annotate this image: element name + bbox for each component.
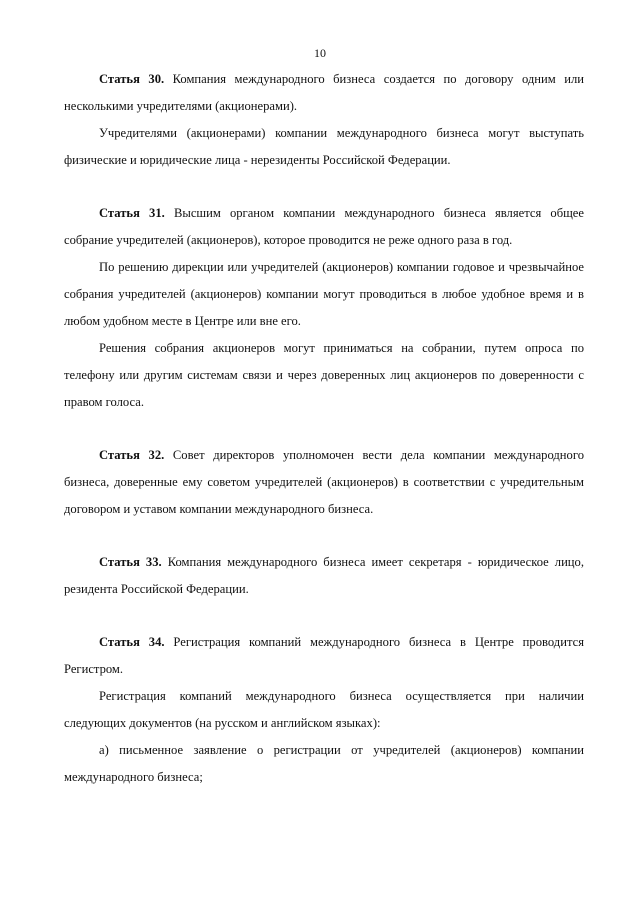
article-spacer bbox=[64, 416, 584, 442]
article-33 bbox=[64, 549, 584, 603]
article-30-label: Статья 30. bbox=[99, 72, 165, 86]
article-31-paragraph-2: По решению дирекции или учредителей (акционеров) компании годовое и чрезвычайное собрания учредителей (акционеров) компании могут проводиться в любое удобное время и в любом удобном месте в Центре или вне его. bbox=[64, 260, 584, 328]
article-33-paragraph-1 bbox=[64, 549, 584, 603]
article-33-label: Статья 33. bbox=[99, 555, 162, 569]
article-32-label: Статья 32. bbox=[99, 448, 165, 462]
article-34 bbox=[64, 629, 584, 791]
article-30-paragraph-2: Учредителями (акционерами) компании международного бизнеса могут выступать физические и юридические лица - нерезиденты Российской Федерации. bbox=[64, 126, 584, 167]
article-33-text: Компания международного бизнеса имеет секретаря - юридическое лицо, резидента Российской Федерации. bbox=[64, 555, 584, 596]
article-31 bbox=[64, 200, 584, 416]
article-31-paragraph-1 bbox=[64, 200, 584, 254]
article-34-label: Статья 34. bbox=[99, 635, 165, 649]
article-32 bbox=[64, 442, 584, 523]
article-31-paragraph-3: Решения собрания акционеров могут приниматься на собрании, путем опроса по телефону или другим системам связи и через доверенных лиц акционеров по доверенности с правом голоса. bbox=[64, 341, 584, 409]
article-32-paragraph-1 bbox=[64, 442, 584, 523]
article-30-paragraph-1 bbox=[64, 66, 584, 120]
article-34-paragraph-1 bbox=[64, 629, 584, 683]
article-30 bbox=[64, 66, 584, 174]
article-31-text: Высшим органом компании международного бизнеса является общее собрание учредителей (акционеров), которое проводится не реже одного раза в год. bbox=[64, 206, 584, 247]
article-34-paragraph-2: Регистрация компаний международного бизнеса осуществляется при наличии следующих документов (на русском и английском языках): bbox=[64, 689, 584, 730]
article-spacer bbox=[64, 174, 584, 200]
document-body bbox=[64, 66, 584, 791]
article-spacer bbox=[64, 603, 584, 629]
article-34-paragraph-3: а) письменное заявление о регистрации от учредителей (акционеров) компании международного бизнеса; bbox=[64, 743, 584, 784]
article-34-text: Регистрация компаний международного бизнеса в Центре проводится Регистром. bbox=[64, 635, 584, 676]
article-32-text: Совет директоров уполномочен вести дела компании международного бизнеса, доверенные ему советом учредителей (акционеров) в соответствии с учредительным договором и уставом компании международного бизнеса. bbox=[64, 448, 584, 516]
article-30-text: Компания международного бизнеса создается по договору одним или несколькими учредителями (акционерами). bbox=[64, 72, 584, 113]
article-spacer bbox=[64, 523, 584, 549]
page-number: 10 bbox=[314, 46, 326, 60]
article-31-label: Статья 31. bbox=[99, 206, 165, 220]
